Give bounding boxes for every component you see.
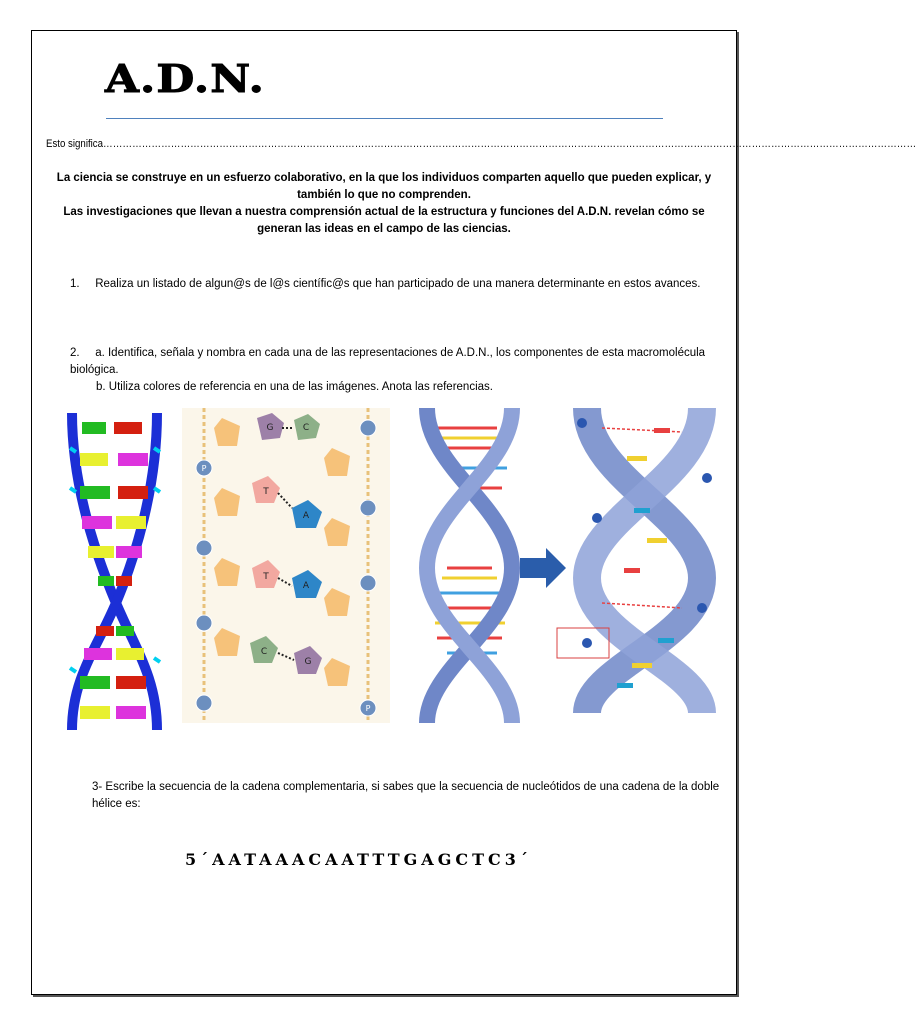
dna-images [62,408,726,733]
ladder-label-p1: P [201,464,207,473]
intro-line-1: La ciencia se construye en un esfuerzo colaborativo, en la que los individuos comparten aquello que pueden explicar, y también lo que no comprenden. [56,172,712,201]
ladder-label-c2: C [260,647,268,657]
ladder-label-g1: G [266,423,274,433]
question-2-number: 2. [70,347,80,359]
page-title: A.D.N. [105,56,265,101]
question-2b-text: b. Utiliza colores de referencia en una de las imágenes. Anota las referencias. [96,381,493,393]
dna-ladder-image [182,408,390,723]
ladder-label-t2: T [263,572,269,582]
ladder-label-t1: T [263,487,269,497]
question-2a-text: a. Identifica, señala y nombra en cada una de las representaciones de A.D.N., los componentes de esta macromolécula biológica. [70,347,706,376]
dna-detailed-helix-image [562,408,726,713]
question-1-number: 1. [70,278,80,290]
dna-helix-image [417,408,525,723]
dna-sequence: 5´AATAAACAATTTGAGCTC3´ [185,850,532,869]
question-3: 3- Escribe la secuencia de la cadena complementaria, si sabes que la secuencia de nucleótidos de una cadena de la doble hélice es: [92,781,720,810]
meaning-line: Esto significa……………………………………………………………………………………………………………………………………………………………………………………………………………………………… [46,138,916,150]
ladder-label-a2: A [302,581,310,591]
title-underline [106,118,663,119]
dna-cartoon-image [62,408,170,733]
intro-line-2: Las investigaciones que llevan a nuestra comprensión actual de la estructura y funciones del A.D.N. revelan cómo se generan las ideas en el campo de las ciencias. [63,206,705,235]
question-1 [70,276,710,293]
intro-text [46,170,722,238]
ladder-label-g2: G [304,657,312,667]
question-1-text: Realiza un listado de algun@s de l@s científic@s que han participado de una manera determinante en estos avances. [95,278,701,290]
ladder-label-c1: C [302,423,310,433]
ladder-label-a1: A [302,511,310,521]
ladder-label-p2: P [365,704,371,713]
right-arrow-icon [520,548,568,588]
question-2 [70,345,730,396]
